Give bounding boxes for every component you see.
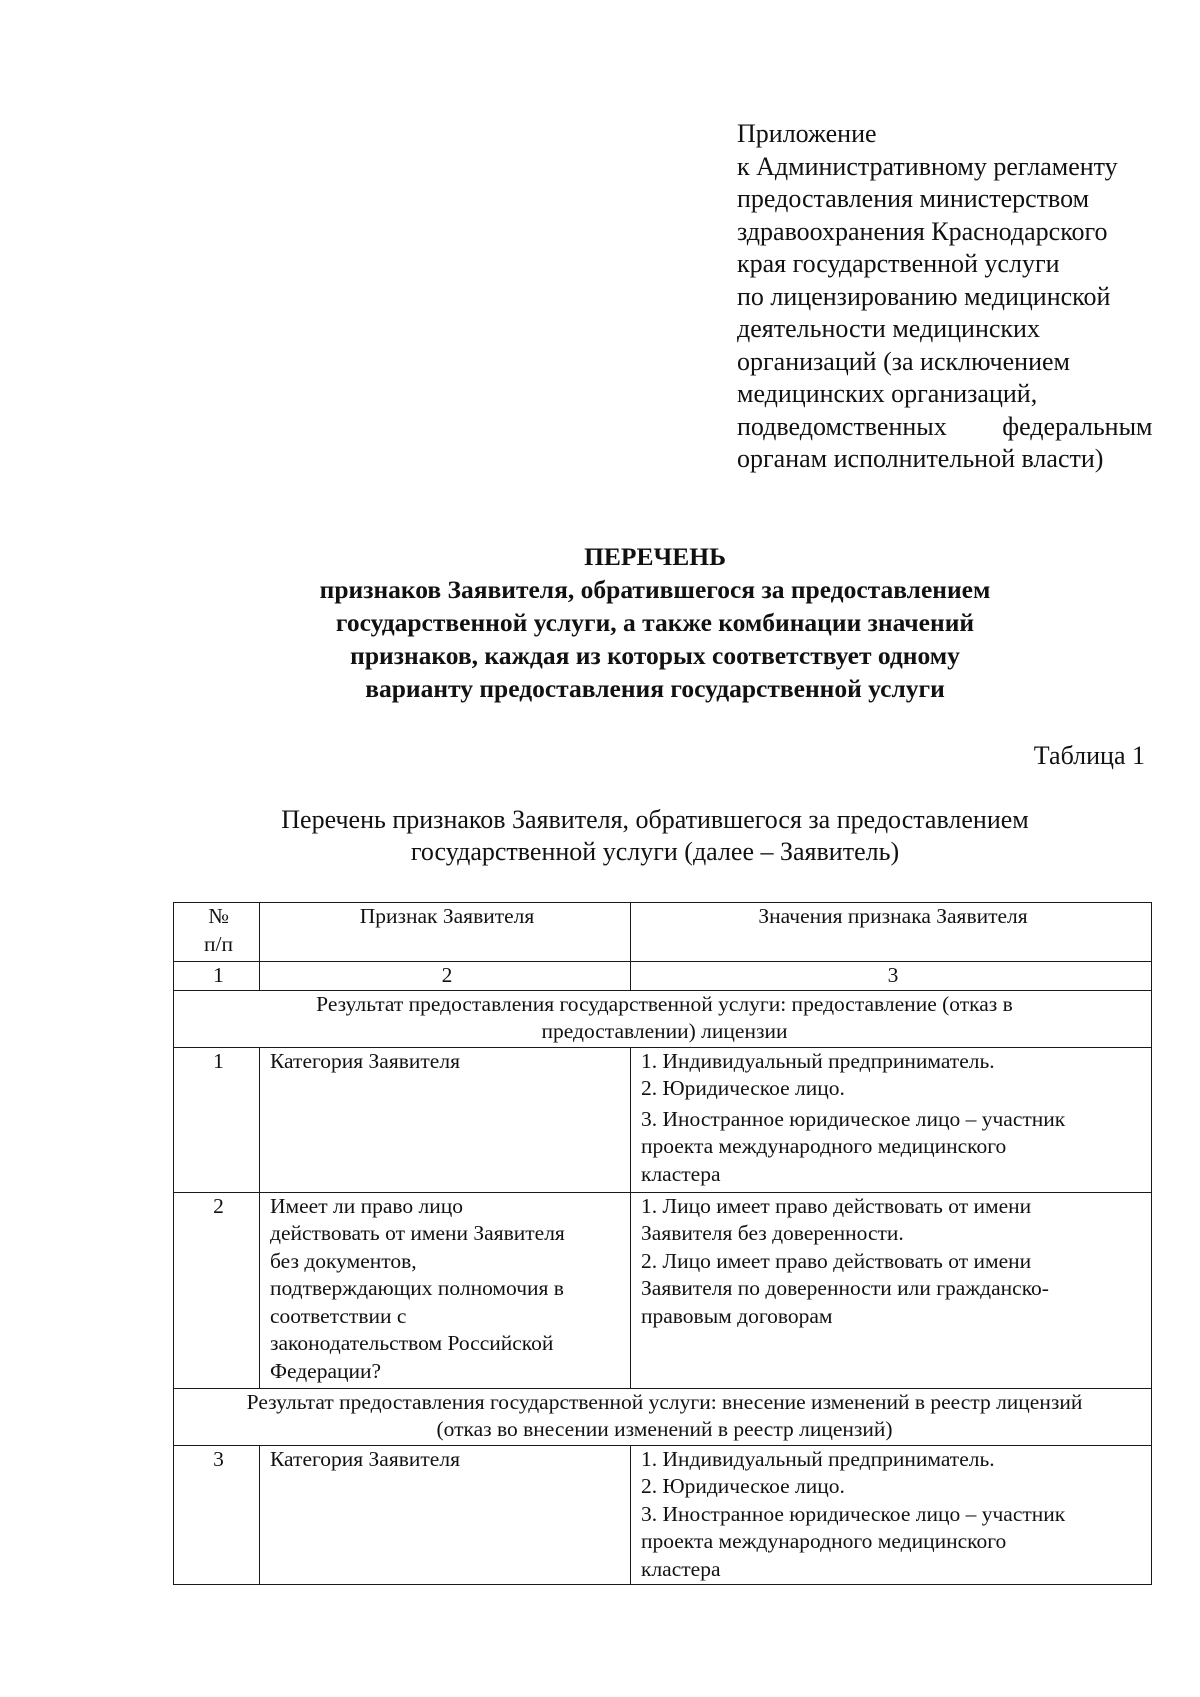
row-values-cell <box>631 1047 1152 1192</box>
section-heading-line: Результат предоставления государственной услуги: внесение изменений в реестр лицензий <box>246 1389 1083 1414</box>
table-row <box>174 1047 1152 1192</box>
section-heading-line: (отказ во внесении изменений в реестр лицензий) <box>436 1417 893 1441</box>
feature-line: Федерации? <box>270 1358 382 1383</box>
criteria-table <box>173 902 1152 1585</box>
row-num-cell: 3 <box>174 1445 260 1584</box>
title-subtitle-line: государственной услуги, а также комбинации значений <box>335 608 975 637</box>
feature-line: подтверждающих полномочия в <box>270 1276 564 1300</box>
appendix-line: деятельности медицинских <box>737 314 1040 343</box>
title-subtitle-line: признаков Заявителя, обратившегося за предоставлением <box>319 575 991 604</box>
row-values-cell <box>631 1192 1152 1388</box>
value-line: 1. Индивидуальный предприниматель. <box>641 1048 995 1073</box>
value-line: 1. Лицо имеет право действовать от имени <box>641 1193 1032 1218</box>
value-line: 2. Юридическое лицо. <box>641 1474 845 1498</box>
appendix-line: края государственной услуги <box>737 249 1060 278</box>
appendix-block <box>737 118 1167 476</box>
appendix-line: Приложение <box>737 119 877 148</box>
table-section-row <box>174 1388 1152 1445</box>
header-num-line: п/п <box>204 931 233 956</box>
title-subtitle-line: признаков, каждая из которых соответствует одному <box>350 641 960 670</box>
row-num-cell: 2 <box>174 1192 260 1388</box>
section-heading-line: предоставлении) лицензии <box>541 1019 788 1043</box>
feature-line: Имеет ли право лицо <box>270 1193 464 1218</box>
appendix-line: органам исполнительной власти) <box>737 444 1104 473</box>
section-heading-line: Результат предоставления государственной услуги: предоставление (отказ в <box>316 991 1013 1016</box>
value-line: 3. Иностранное юридическое лицо – участник <box>641 1106 1066 1131</box>
appendix-line: к Административному регламенту <box>737 151 1118 181</box>
feature-line: без документов, <box>270 1248 417 1273</box>
index-cell: 1 <box>174 962 260 991</box>
value-line: 3. Иностранное юридическое лицо – участник <box>641 1501 1066 1526</box>
table-row <box>174 1445 1152 1584</box>
value-line: 2. Лицо имеет право действовать от имени <box>641 1248 1032 1273</box>
table-caption-line: государственной услуги (далее – Заявитель) <box>410 837 900 866</box>
row-feature-cell <box>260 1192 631 1388</box>
appendix-line: подведомственных федеральным <box>737 411 1153 441</box>
title-subtitle-line: варианту предоставления государственной услуги <box>365 674 945 703</box>
table-header-row <box>174 903 1152 962</box>
row-feature-cell: Категория Заявителя <box>260 1047 631 1192</box>
index-cell: 2 <box>260 962 631 991</box>
table-section-row <box>174 990 1152 1047</box>
appendix-line: по лицензированию медицинской <box>737 281 1111 311</box>
row-feature-cell: Категория Заявителя <box>260 1445 631 1584</box>
table-caption-line: Перечень признаков Заявителя, обратившегося за предоставлением <box>281 805 1029 834</box>
value-line: Заявителя по доверенности или гражданско- <box>641 1276 1049 1300</box>
document-title <box>160 540 1150 705</box>
value-line: кластера <box>641 1556 721 1581</box>
value-line: 1. Индивидуальный предприниматель. <box>641 1446 995 1471</box>
section-heading-cell <box>174 1388 1152 1445</box>
header-num-line: № <box>208 904 229 928</box>
table-label: Таблица 1 <box>1033 741 1145 770</box>
header-values-cell: Значения признака Заявителя <box>631 903 1152 962</box>
value-line: правовым договорам <box>641 1303 833 1328</box>
feature-line: законодательством Российской <box>270 1331 554 1355</box>
row-num-cell: 1 <box>174 1047 260 1192</box>
feature-line: действовать от имени Заявителя <box>270 1221 565 1245</box>
value-line: проекта международного медицинского <box>641 1134 1007 1158</box>
feature-line: соответствии с <box>270 1303 407 1328</box>
index-cell: 3 <box>631 962 1152 991</box>
header-num-cell <box>174 903 260 962</box>
value-line: Заявителя без доверенности. <box>641 1221 904 1245</box>
appendix-line: медицинских организаций, <box>737 379 1038 408</box>
header-feature-cell: Признак Заявителя <box>260 903 631 962</box>
value-line: кластера <box>641 1161 721 1186</box>
value-line: проекта международного медицинского <box>641 1529 1007 1553</box>
appendix-line: здравоохранения Краснодарского <box>737 216 1108 246</box>
appendix-line: предоставления министерством <box>737 184 1090 213</box>
title-heading: ПЕРЕЧЕНЬ <box>584 542 726 571</box>
appendix-line: организаций (за исключением <box>737 346 1070 376</box>
value-line: 2. Юридическое лицо. <box>641 1076 845 1100</box>
table-row <box>174 1192 1152 1388</box>
table-caption <box>160 804 1150 868</box>
section-heading-cell <box>174 990 1152 1047</box>
table-index-row <box>174 962 1152 991</box>
row-values-cell <box>631 1445 1152 1584</box>
